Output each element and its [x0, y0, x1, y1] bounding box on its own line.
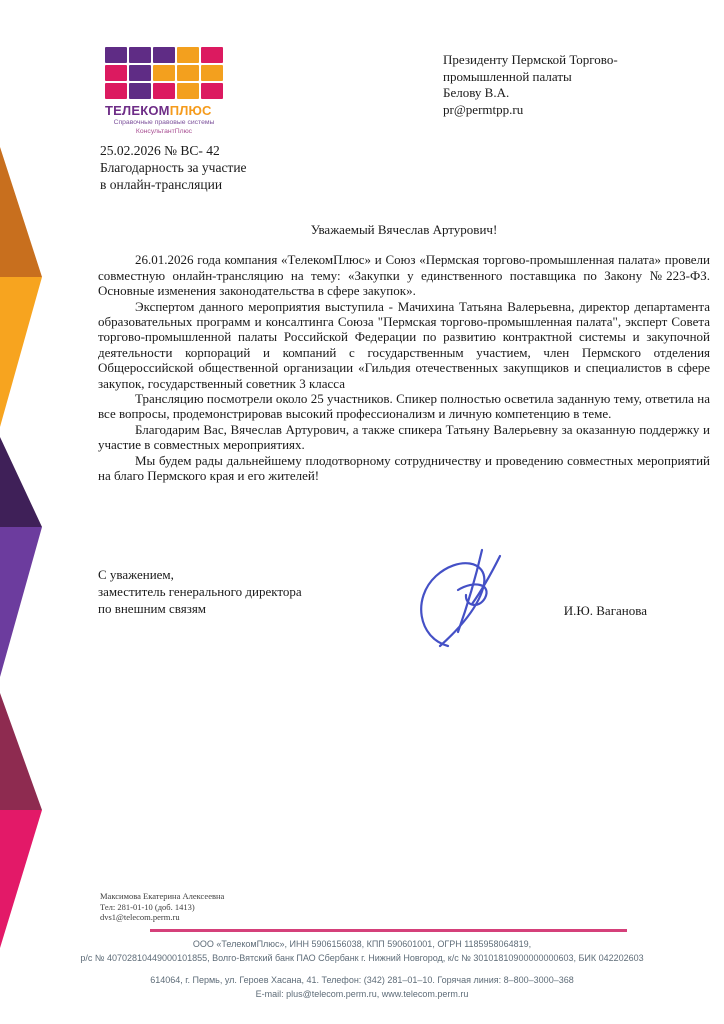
logo-tile [153, 83, 175, 99]
logo-tile [129, 83, 151, 99]
signature-strokes [421, 550, 500, 646]
footer-line-company: ООО «ТелекомПлюс», ИНН 5906156038, КПП 590601001, ОГРН 1185958064819, [192, 939, 532, 949]
logo-tile [201, 47, 223, 63]
ribbon-orange-triangle [0, 277, 42, 427]
logo-tagline-systems: Справочные правовые системы [113, 119, 215, 126]
body-paragraph: 26.01.2026 года компания «ТелекомПлюс» и Союз «Пермская торгово-промышленная палата» провели совместную онлайн-трансляцию на тему: «Закупки у единственного поставщика по Закону №223-ФЗ. Основные изменения законодательства в сфере закупок». [98, 252, 710, 299]
footer-line-bank: р/с № 40702810449000101855, Волго-Вятский банк ПАО Сбербанк г. Нижний Новгород, к/с № 30101810900000000603, БИК 042202603 [80, 952, 644, 963]
ribbon-pink-triangle [0, 810, 42, 948]
logo-tile [177, 65, 199, 81]
letter-body [98, 222, 710, 484]
contact-name: Максимова Екатерина Алексеевна [100, 891, 225, 901]
footer-line-address: 614064, г. Пермь, ул. Героев Хасана, 41. Телефон: (342) 281–01–10. Горячая линия: 8–800–3000–368 [150, 975, 574, 985]
letter-subject-line: в онлайн-трансляции [100, 177, 223, 192]
logo-tile [153, 65, 175, 81]
logo-tile [201, 83, 223, 99]
salutation: Уважаемый Вячеслав Артурович! [310, 222, 498, 237]
logo-wordmark [105, 103, 225, 118]
logo-tile [177, 47, 199, 63]
logo-wordmark-plus: ПЛЮС [169, 103, 212, 118]
recipient-name: Белову В.А. [443, 85, 510, 100]
footer-company-contacts [0, 974, 724, 1001]
signoff-line: по внешним связям [98, 601, 207, 616]
footer-line-email: E-mail: plus@telecom.perm.ru, www.telecom.perm.ru [255, 988, 469, 999]
recipient-block [443, 52, 618, 118]
logo-tile [153, 47, 175, 63]
logo-tile [105, 65, 127, 81]
signer-name: И.Ю. Ваганова [563, 603, 647, 618]
signoff-block [98, 566, 710, 617]
recipient-line: промышленной палаты [443, 68, 572, 84]
contact-person-block [100, 891, 224, 923]
signature-image [408, 546, 533, 651]
logo-tile [105, 47, 127, 63]
letter-date-number: 25.02.2026 № ВС- 42 [100, 143, 220, 158]
reference-block [100, 142, 247, 193]
footer-company-requisites [0, 938, 724, 965]
logo-wordmark-telecom: ТЕЛЕКОМ [105, 103, 170, 118]
body-paragraph: Экспертом данного мероприятия выступила - Мачихина Татьяна Валерьевна, директор департамента образовательных программ и консалтинга Союза "Пермская торгово-промышленная палата", эксперт Совета торгово-промышленной палаты Российской Федерации по развитию контрактной системы и закупочной деятельности корпораций и компаний с государственным участием, член Пермского отделения Общероссийской общественной организации «Гильдия отечественных закупщиков и специалистов в сфере закупок, государственный советник 3 класса [98, 298, 710, 391]
ribbon-orange-dark-triangle [0, 147, 42, 277]
ribbon-maroon-triangle [0, 693, 42, 810]
logo-tile [105, 83, 127, 99]
recipient-email: pr@permtpp.ru [443, 101, 524, 117]
logo-tile [129, 65, 151, 81]
logo-tagline-consultant: КонсультантПлюс [135, 127, 193, 135]
left-ribbon-decoration [0, 0, 44, 1024]
letter-subject-line: Благодарность за участие [100, 160, 247, 175]
footer-separator-line [150, 929, 627, 932]
contact-phone: Тел: 281-01-10 (доб. 1413) [100, 901, 195, 912]
logo-tile [201, 65, 223, 81]
contact-email: dvs1@telecom.perm.ru [100, 912, 180, 922]
ribbon-purple-dark-triangle [0, 437, 42, 527]
logo-tile [177, 83, 199, 99]
company-logo [105, 47, 225, 136]
body-paragraph: Благодарим Вас, Вячеслав Артурович, а также спикера Татьяну Валерьевну за оказанную поддержку и участие в совместных мероприятиях. [98, 421, 710, 453]
recipient-line: Президенту Пермской Торгово- [443, 52, 618, 67]
ribbon-purple-triangle [0, 527, 42, 677]
body-paragraph: Трансляцию посмотрели около 25 участников. Спикер полностью осветила заданную тему, ответила на все вопросы, продемонстрировав высокий профессионализм и личную компетенцию в теме. [98, 391, 710, 422]
signoff-line: С уважением, [98, 567, 174, 582]
body-paragraph: Мы будем рады дальнейшему плодотворному сотрудничеству и проведению совместных мероприятий на благо Пермского края и его жителей! [98, 452, 710, 484]
logo-tile [129, 47, 151, 63]
logo-tile-grid [105, 47, 225, 99]
signoff-line: заместитель генерального директора [98, 584, 302, 599]
